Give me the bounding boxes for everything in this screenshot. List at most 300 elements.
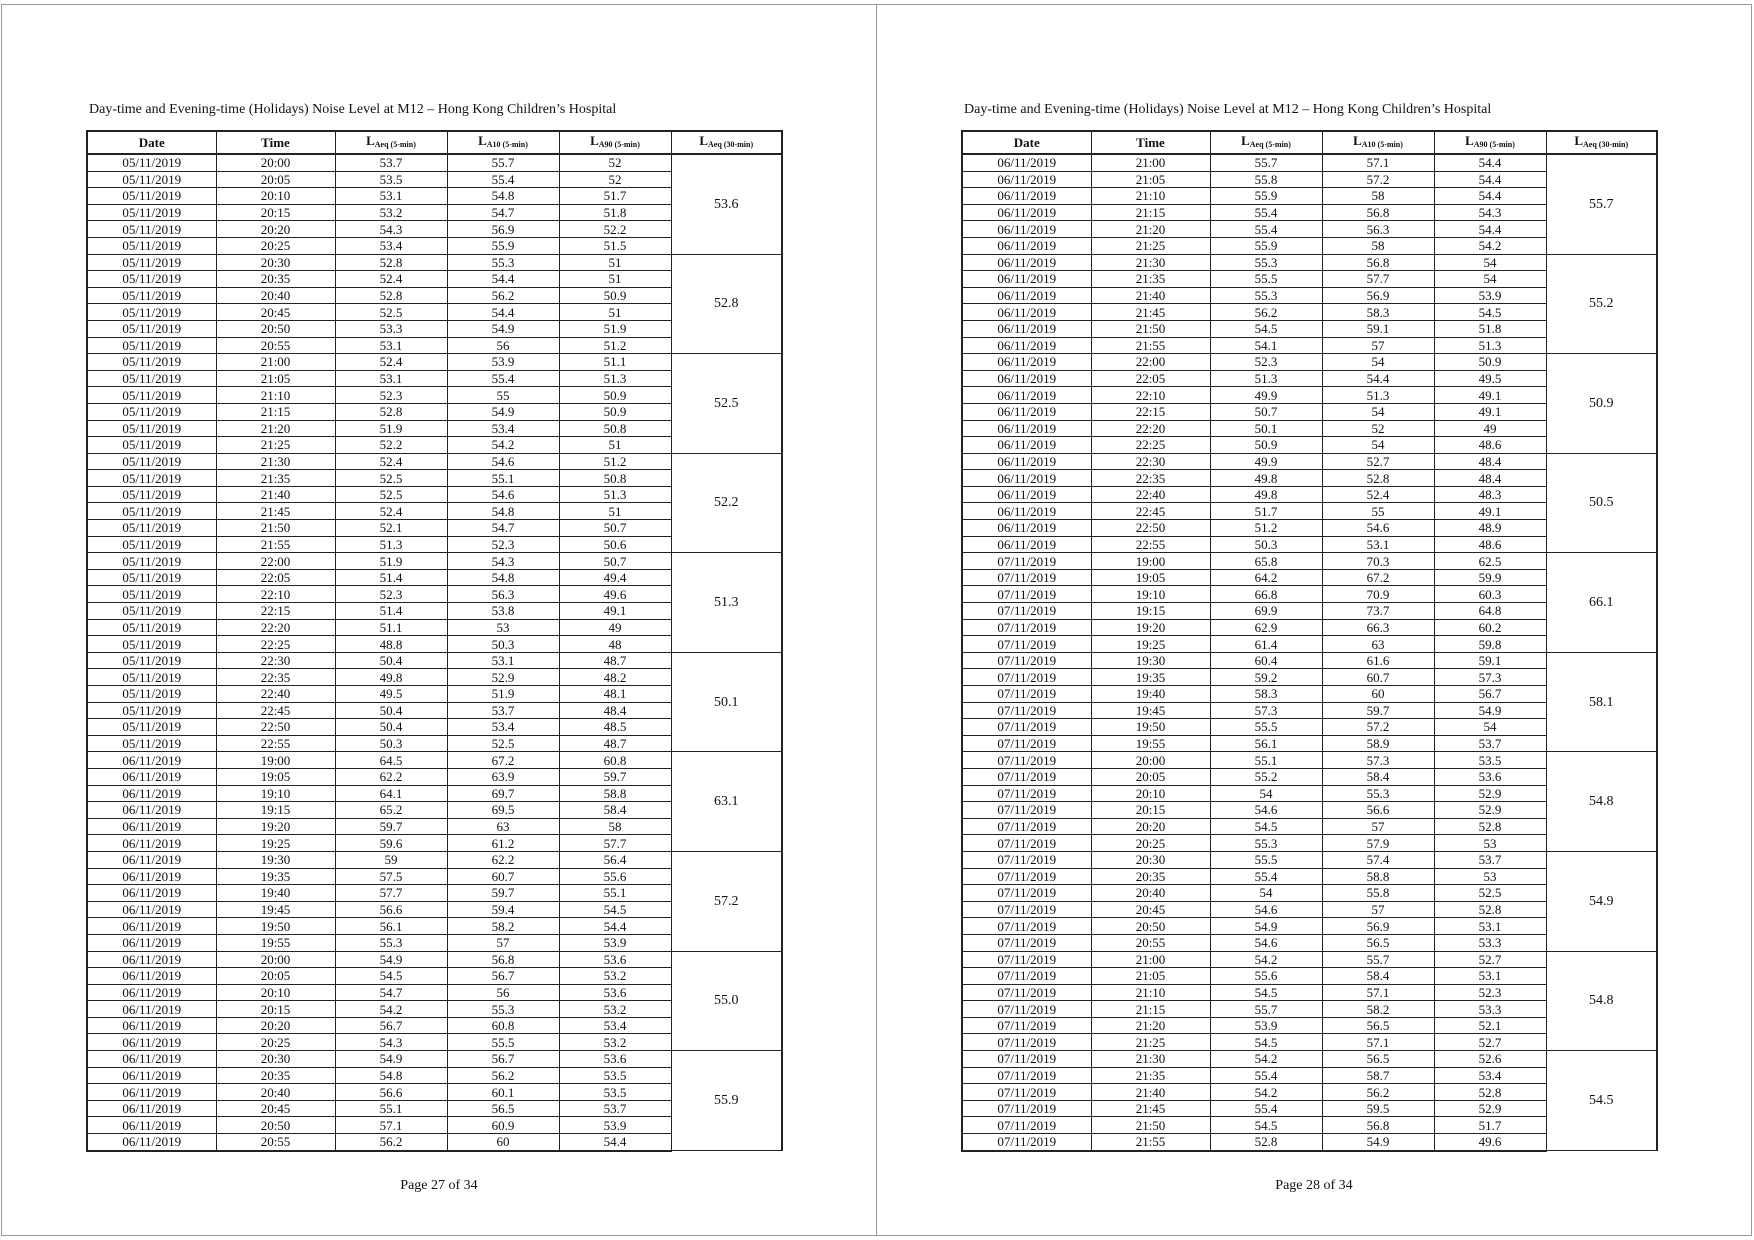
cell-la90-5min: 53.2 (559, 1001, 671, 1018)
cell-time: 20:40 (1091, 885, 1210, 902)
cell-la10-5min: 58.3 (1322, 304, 1434, 321)
cell-la10-5min: 53 (447, 619, 559, 636)
cell-la10-5min: 54.8 (447, 569, 559, 586)
cell-time: 21:35 (1091, 271, 1210, 288)
cell-laeq-5min: 56.7 (335, 1017, 447, 1034)
cell-date: 06/11/2019 (962, 486, 1091, 503)
cell-la10-5min: 57 (1322, 818, 1434, 835)
cell-date: 06/11/2019 (962, 520, 1091, 537)
header-la90-5min: $L_{A90 (5-min)}$ (559, 131, 671, 154)
cell-date: 05/11/2019 (87, 420, 216, 437)
cell-laeq-5min: 53.5 (335, 171, 447, 188)
cell-la10-5min: 54.9 (447, 320, 559, 337)
cell-date: 06/11/2019 (87, 1017, 216, 1034)
cell-laeq-5min: 52.4 (335, 271, 447, 288)
cell-time: 22:40 (1091, 486, 1210, 503)
table-row (962, 254, 1657, 271)
cell-date: 06/11/2019 (962, 387, 1091, 404)
cell-la90-5min: 53.3 (1434, 934, 1546, 951)
cell-laeq-5min: 55.3 (1210, 254, 1322, 271)
cell-date: 05/11/2019 (87, 702, 216, 719)
table-row (962, 851, 1657, 868)
cell-laeq-5min: 49.9 (1210, 453, 1322, 470)
cell-la10-5min: 58.9 (1322, 735, 1434, 752)
cell-la90-5min: 50.9 (559, 387, 671, 404)
cell-time: 21:55 (1091, 1134, 1210, 1151)
cell-date: 07/11/2019 (962, 752, 1091, 769)
cell-time: 21:50 (1091, 320, 1210, 337)
table-row (962, 553, 1657, 570)
cell-la90-5min: 51.3 (559, 370, 671, 387)
cell-date: 06/11/2019 (962, 304, 1091, 321)
cell-date: 07/11/2019 (962, 1051, 1091, 1068)
cell-date: 06/11/2019 (87, 752, 216, 769)
cell-time: 21:15 (1091, 1001, 1210, 1018)
cell-laeq-5min: 55.1 (335, 1100, 447, 1117)
cell-laeq-5min: 60.4 (1210, 652, 1322, 669)
cell-time: 20:35 (216, 1067, 335, 1084)
cell-date: 06/11/2019 (87, 1117, 216, 1134)
cell-la10-5min: 54.4 (1322, 370, 1434, 387)
cell-date: 07/11/2019 (962, 1001, 1091, 1018)
cell-la10-5min: 54.7 (447, 520, 559, 537)
cell-la10-5min: 60.1 (447, 1084, 559, 1101)
cell-la10-5min: 54.2 (447, 437, 559, 454)
cell-la90-5min: 54.4 (559, 918, 671, 935)
cell-laeq-5min: 62.9 (1210, 619, 1322, 636)
cell-laeq-5min: 52.8 (335, 287, 447, 304)
cell-la10-5min: 59.7 (1322, 702, 1434, 719)
cell-laeq-5min: 51.1 (335, 619, 447, 636)
cell-la90-5min: 52.9 (1434, 1100, 1546, 1117)
cell-laeq-5min: 64.2 (1210, 569, 1322, 586)
cell-la90-5min: 59.8 (1434, 636, 1546, 653)
table-row (87, 951, 782, 968)
cell-laeq-5min: 54.6 (1210, 901, 1322, 918)
table-body (87, 154, 782, 1151)
header-time: Time (216, 131, 335, 154)
cell-la90-5min: 50.9 (559, 403, 671, 420)
cell-time: 20:45 (216, 1100, 335, 1117)
cell-date: 05/11/2019 (87, 453, 216, 470)
cell-la90-5min: 53.9 (559, 1117, 671, 1134)
cell-laeq-30min: 55.0 (671, 951, 782, 1051)
cell-laeq-5min: 55.4 (1210, 204, 1322, 221)
cell-laeq-30min: 54.9 (1546, 851, 1657, 951)
cell-laeq-5min: 53.4 (335, 237, 447, 254)
cell-la10-5min: 57 (1322, 337, 1434, 354)
header-la90-5min: $L_{A90 (5-min)}$ (1434, 131, 1546, 154)
cell-la10-5min: 54 (1322, 437, 1434, 454)
cell-la90-5min: 49 (559, 619, 671, 636)
cell-time: 20:00 (1091, 752, 1210, 769)
cell-time: 22:35 (216, 669, 335, 686)
cell-date: 07/11/2019 (962, 1034, 1091, 1051)
page-number: Page 28 of 34 (1275, 1178, 1353, 1193)
cell-laeq-30min: 54.8 (1546, 752, 1657, 852)
cell-la10-5min: 56.8 (1322, 204, 1434, 221)
cell-laeq-30min: 55.9 (671, 1051, 782, 1151)
noise-level-table (86, 130, 783, 1152)
cell-laeq-5min: 55.1 (1210, 752, 1322, 769)
cell-laeq-30min: 54.5 (1546, 1051, 1657, 1151)
cell-time: 20:05 (1091, 768, 1210, 785)
cell-time: 19:00 (216, 752, 335, 769)
cell-la10-5min: 56.2 (1322, 1084, 1434, 1101)
cell-laeq-5min: 57.3 (1210, 702, 1322, 719)
cell-laeq-5min: 54.6 (1210, 802, 1322, 819)
cell-time: 20:25 (1091, 835, 1210, 852)
cell-la10-5min: 56.8 (1322, 1117, 1434, 1134)
cell-la10-5min: 60.7 (1322, 669, 1434, 686)
cell-time: 20:50 (216, 320, 335, 337)
cell-date: 07/11/2019 (962, 968, 1091, 985)
cell-time: 22:55 (216, 735, 335, 752)
cell-laeq-5min: 50.9 (1210, 437, 1322, 454)
cell-time: 21:00 (216, 354, 335, 371)
cell-time: 22:45 (1091, 503, 1210, 520)
cell-laeq-30min: 51.3 (671, 553, 782, 653)
cell-la10-5min: 57.7 (1322, 271, 1434, 288)
cell-laeq-5min: 58.3 (1210, 686, 1322, 703)
cell-la90-5min: 56.4 (559, 851, 671, 868)
cell-laeq-5min: 56.1 (335, 918, 447, 935)
cell-la90-5min: 54.9 (1434, 702, 1546, 719)
cell-date: 05/11/2019 (87, 237, 216, 254)
cell-la90-5min: 51 (559, 254, 671, 271)
cell-la90-5min: 52.7 (1434, 951, 1546, 968)
cell-la90-5min: 53.6 (1434, 768, 1546, 785)
cell-date: 07/11/2019 (962, 1067, 1091, 1084)
cell-laeq-30min: 57.2 (671, 851, 782, 951)
cell-laeq-5min: 55.4 (1210, 1100, 1322, 1117)
cell-la10-5min: 55.1 (447, 470, 559, 487)
cell-date: 06/11/2019 (962, 437, 1091, 454)
cell-la90-5min: 51.1 (559, 354, 671, 371)
cell-date: 07/11/2019 (962, 918, 1091, 935)
cell-laeq-5min: 55.2 (1210, 768, 1322, 785)
cell-date: 05/11/2019 (87, 536, 216, 553)
cell-laeq-5min: 55.4 (1210, 1067, 1322, 1084)
cell-laeq-5min: 54.6 (1210, 934, 1322, 951)
cell-laeq-5min: 50.4 (335, 652, 447, 669)
cell-la10-5min: 54.4 (447, 304, 559, 321)
cell-time: 21:25 (1091, 237, 1210, 254)
cell-la90-5min: 54 (1434, 719, 1546, 736)
cell-laeq-5min: 55.5 (1210, 851, 1322, 868)
cell-time: 20:20 (216, 221, 335, 238)
cell-date: 06/11/2019 (962, 204, 1091, 221)
cell-la10-5min: 55.3 (1322, 785, 1434, 802)
cell-laeq-5min: 54.9 (335, 951, 447, 968)
cell-la90-5min: 50.8 (559, 470, 671, 487)
cell-la10-5min: 53.8 (447, 603, 559, 620)
cell-laeq-5min: 55.4 (1210, 221, 1322, 238)
cell-laeq-5min: 52.3 (335, 387, 447, 404)
cell-time: 20:30 (1091, 851, 1210, 868)
cell-laeq-5min: 52.8 (1210, 1134, 1322, 1151)
table-row (87, 453, 782, 470)
cell-laeq-5min: 48.8 (335, 636, 447, 653)
cell-time: 22:05 (216, 569, 335, 586)
table-row (962, 652, 1657, 669)
cell-time: 20:55 (1091, 934, 1210, 951)
cell-laeq-5min: 50.7 (1210, 403, 1322, 420)
cell-date: 05/11/2019 (87, 370, 216, 387)
cell-la10-5min: 63 (447, 818, 559, 835)
cell-laeq-5min: 55.5 (1210, 719, 1322, 736)
cell-la90-5min: 49.6 (559, 586, 671, 603)
table-row (87, 652, 782, 669)
cell-laeq-30min: 54.8 (1546, 951, 1657, 1051)
cell-la90-5min: 52.5 (1434, 885, 1546, 902)
cell-laeq-5min: 66.8 (1210, 586, 1322, 603)
cell-la10-5min: 73.7 (1322, 603, 1434, 620)
cell-laeq-5min: 54.2 (1210, 951, 1322, 968)
cell-time: 19:25 (1091, 636, 1210, 653)
cell-la90-5min: 53.7 (559, 1100, 671, 1117)
cell-la90-5min: 48 (559, 636, 671, 653)
cell-date: 07/11/2019 (962, 951, 1091, 968)
cell-laeq-5min: 50.4 (335, 702, 447, 719)
cell-laeq-30min: 66.1 (1546, 553, 1657, 653)
cell-la90-5min: 51.3 (1434, 337, 1546, 354)
cell-time: 19:25 (216, 835, 335, 852)
cell-laeq-5min: 54.8 (335, 1067, 447, 1084)
cell-laeq-5min: 54.5 (1210, 818, 1322, 835)
cell-time: 22:15 (1091, 403, 1210, 420)
cell-time: 20:20 (216, 1017, 335, 1034)
cell-date: 06/11/2019 (962, 453, 1091, 470)
cell-laeq-5min: 52.3 (1210, 354, 1322, 371)
cell-date: 06/11/2019 (87, 968, 216, 985)
cell-la10-5min: 54 (1322, 354, 1434, 371)
cell-date: 06/11/2019 (962, 271, 1091, 288)
cell-date: 05/11/2019 (87, 603, 216, 620)
table-row (962, 154, 1657, 171)
cell-laeq-30min: 58.1 (1546, 652, 1657, 752)
cell-la90-5min: 50.8 (559, 420, 671, 437)
cell-time: 19:40 (1091, 686, 1210, 703)
cell-date: 05/11/2019 (87, 154, 216, 171)
cell-laeq-5min: 54.2 (335, 1001, 447, 1018)
cell-la10-5min: 55.5 (447, 1034, 559, 1051)
cell-laeq-30min: 53.6 (671, 154, 782, 254)
cell-laeq-5min: 56.6 (335, 1084, 447, 1101)
cell-laeq-30min: 52.8 (671, 254, 782, 354)
cell-date: 07/11/2019 (962, 901, 1091, 918)
cell-la90-5min: 53.7 (1434, 851, 1546, 868)
cell-time: 20:15 (1091, 802, 1210, 819)
cell-la90-5min: 52.8 (1434, 1084, 1546, 1101)
cell-time: 20:45 (1091, 901, 1210, 918)
cell-la10-5min: 55.4 (447, 370, 559, 387)
cell-time: 22:50 (216, 719, 335, 736)
cell-la90-5min: 57.3 (1434, 669, 1546, 686)
cell-date: 06/11/2019 (962, 536, 1091, 553)
cell-date: 06/11/2019 (87, 1001, 216, 1018)
cell-la10-5min: 57.2 (1322, 171, 1434, 188)
cell-time: 21:05 (216, 370, 335, 387)
cell-laeq-5min: 55.5 (1210, 271, 1322, 288)
cell-la90-5min: 58.4 (559, 802, 671, 819)
cell-date: 06/11/2019 (87, 835, 216, 852)
cell-date: 05/11/2019 (87, 586, 216, 603)
cell-time: 22:40 (216, 686, 335, 703)
cell-laeq-5min: 54.7 (335, 984, 447, 1001)
cell-time: 19:15 (1091, 603, 1210, 620)
cell-laeq-5min: 54.5 (1210, 320, 1322, 337)
page-number: Page 27 of 34 (400, 1178, 478, 1193)
cell-time: 21:20 (1091, 221, 1210, 238)
cell-la10-5min: 66.3 (1322, 619, 1434, 636)
cell-date: 06/11/2019 (962, 403, 1091, 420)
cell-la90-5min: 55.1 (559, 885, 671, 902)
cell-date: 05/11/2019 (87, 387, 216, 404)
cell-time: 19:05 (216, 768, 335, 785)
cell-time: 19:00 (1091, 553, 1210, 570)
cell-la10-5min: 60.7 (447, 868, 559, 885)
cell-la10-5min: 56.8 (1322, 254, 1434, 271)
cell-date: 05/11/2019 (87, 204, 216, 221)
cell-time: 21:55 (216, 536, 335, 553)
cell-la10-5min: 58.8 (1322, 868, 1434, 885)
header-laeq-30min: $L_{Aeq (30-min)}$ (671, 131, 782, 154)
cell-date: 07/11/2019 (962, 735, 1091, 752)
cell-date: 05/11/2019 (87, 470, 216, 487)
cell-laeq-5min: 51.9 (335, 553, 447, 570)
header-laeq-5min: $L_{Aeq (5-min)}$ (1210, 131, 1322, 154)
cell-date: 06/11/2019 (962, 154, 1091, 171)
cell-date: 07/11/2019 (962, 1117, 1091, 1134)
cell-la10-5min: 56.5 (1322, 1051, 1434, 1068)
cell-la90-5min: 51.9 (559, 320, 671, 337)
cell-la10-5min: 54.6 (447, 486, 559, 503)
cell-la10-5min: 58.2 (447, 918, 559, 935)
cell-time: 20:55 (216, 337, 335, 354)
cell-laeq-5min: 55.3 (335, 934, 447, 951)
cell-laeq-30min: 55.7 (1546, 154, 1657, 254)
cell-time: 19:35 (216, 868, 335, 885)
cell-laeq-5min: 53.2 (335, 204, 447, 221)
cell-date: 06/11/2019 (962, 354, 1091, 371)
cell-la90-5min: 52.2 (559, 221, 671, 238)
cell-time: 22:50 (1091, 520, 1210, 537)
cell-date: 06/11/2019 (962, 503, 1091, 520)
cell-la10-5min: 54.3 (447, 553, 559, 570)
cell-date: 07/11/2019 (962, 1134, 1091, 1151)
cell-laeq-5min: 52.1 (335, 520, 447, 537)
cell-la10-5min: 54.9 (1322, 1134, 1434, 1151)
cell-laeq-5min: 49.8 (1210, 470, 1322, 487)
cell-time: 20:25 (216, 237, 335, 254)
cell-laeq-5min: 52.8 (335, 254, 447, 271)
cell-time: 20:50 (1091, 918, 1210, 935)
table-row (87, 553, 782, 570)
cell-time: 19:50 (216, 918, 335, 935)
cell-laeq-5min: 64.5 (335, 752, 447, 769)
cell-time: 22:30 (1091, 453, 1210, 470)
cell-time: 19:35 (1091, 669, 1210, 686)
cell-laeq-5min: 54 (1210, 785, 1322, 802)
cell-date: 07/11/2019 (962, 785, 1091, 802)
header-date: Date (962, 131, 1091, 154)
header-la10-5min: $L_{A10 (5-min)}$ (447, 131, 559, 154)
cell-date: 05/11/2019 (87, 188, 216, 205)
cell-la10-5min: 52 (1322, 420, 1434, 437)
cell-time: 20:05 (216, 968, 335, 985)
cell-laeq-30min: 50.5 (1546, 453, 1657, 553)
cell-la90-5min: 52.9 (1434, 785, 1546, 802)
cell-date: 05/11/2019 (87, 669, 216, 686)
cell-date: 06/11/2019 (87, 1067, 216, 1084)
cell-la10-5min: 54.6 (447, 453, 559, 470)
cell-la90-5min: 53.4 (1434, 1067, 1546, 1084)
cell-la10-5min: 60.8 (447, 1017, 559, 1034)
cell-date: 07/11/2019 (962, 553, 1091, 570)
cell-la10-5min: 57.2 (1322, 719, 1434, 736)
cell-la10-5min: 56.5 (1322, 1017, 1434, 1034)
cell-laeq-5min: 51.4 (335, 603, 447, 620)
cell-date: 06/11/2019 (962, 287, 1091, 304)
cell-laeq-5min: 50.1 (1210, 420, 1322, 437)
cell-la10-5min: 59.7 (447, 885, 559, 902)
cell-laeq-5min: 50.4 (335, 719, 447, 736)
cell-laeq-5min: 50.3 (335, 735, 447, 752)
cell-la10-5min: 54.9 (447, 403, 559, 420)
cell-la90-5min: 52 (559, 171, 671, 188)
cell-date: 06/11/2019 (962, 221, 1091, 238)
cell-date: 05/11/2019 (87, 486, 216, 503)
cell-time: 20:20 (1091, 818, 1210, 835)
cell-date: 05/11/2019 (87, 553, 216, 570)
cell-laeq-5min: 53.1 (335, 337, 447, 354)
cell-laeq-5min: 56.1 (1210, 735, 1322, 752)
cell-la90-5min: 53.6 (559, 1051, 671, 1068)
cell-la10-5min: 52.7 (1322, 453, 1434, 470)
cell-la90-5min: 58.8 (559, 785, 671, 802)
cell-time: 19:10 (1091, 586, 1210, 603)
cell-time: 21:35 (216, 470, 335, 487)
cell-time: 21:25 (1091, 1034, 1210, 1051)
cell-laeq-5min: 55.8 (1210, 171, 1322, 188)
cell-time: 20:25 (216, 1034, 335, 1051)
cell-la10-5min: 54.7 (447, 204, 559, 221)
cell-date: 05/11/2019 (87, 520, 216, 537)
table-row (962, 354, 1657, 371)
cell-time: 19:30 (1091, 652, 1210, 669)
cell-time: 21:20 (1091, 1017, 1210, 1034)
cell-la10-5min: 70.3 (1322, 553, 1434, 570)
cell-time: 21:00 (1091, 154, 1210, 171)
cell-laeq-5min: 54 (1210, 885, 1322, 902)
page-27 (1, 4, 877, 1236)
cell-la10-5min: 69.7 (447, 785, 559, 802)
cell-la90-5min: 54 (1434, 271, 1546, 288)
cell-date: 06/11/2019 (87, 868, 216, 885)
cell-laeq-5min: 49.9 (1210, 387, 1322, 404)
cell-la90-5min: 53.2 (559, 1034, 671, 1051)
cell-la10-5min: 56.8 (447, 951, 559, 968)
cell-la10-5min: 59.5 (1322, 1100, 1434, 1117)
cell-laeq-5min: 51.7 (1210, 503, 1322, 520)
cell-laeq-5min: 52.5 (335, 486, 447, 503)
cell-time: 20:45 (216, 304, 335, 321)
cell-date: 06/11/2019 (87, 1100, 216, 1117)
cell-time: 19:50 (1091, 719, 1210, 736)
cell-laeq-5min: 52.5 (335, 470, 447, 487)
cell-la90-5min: 53.1 (1434, 918, 1546, 935)
